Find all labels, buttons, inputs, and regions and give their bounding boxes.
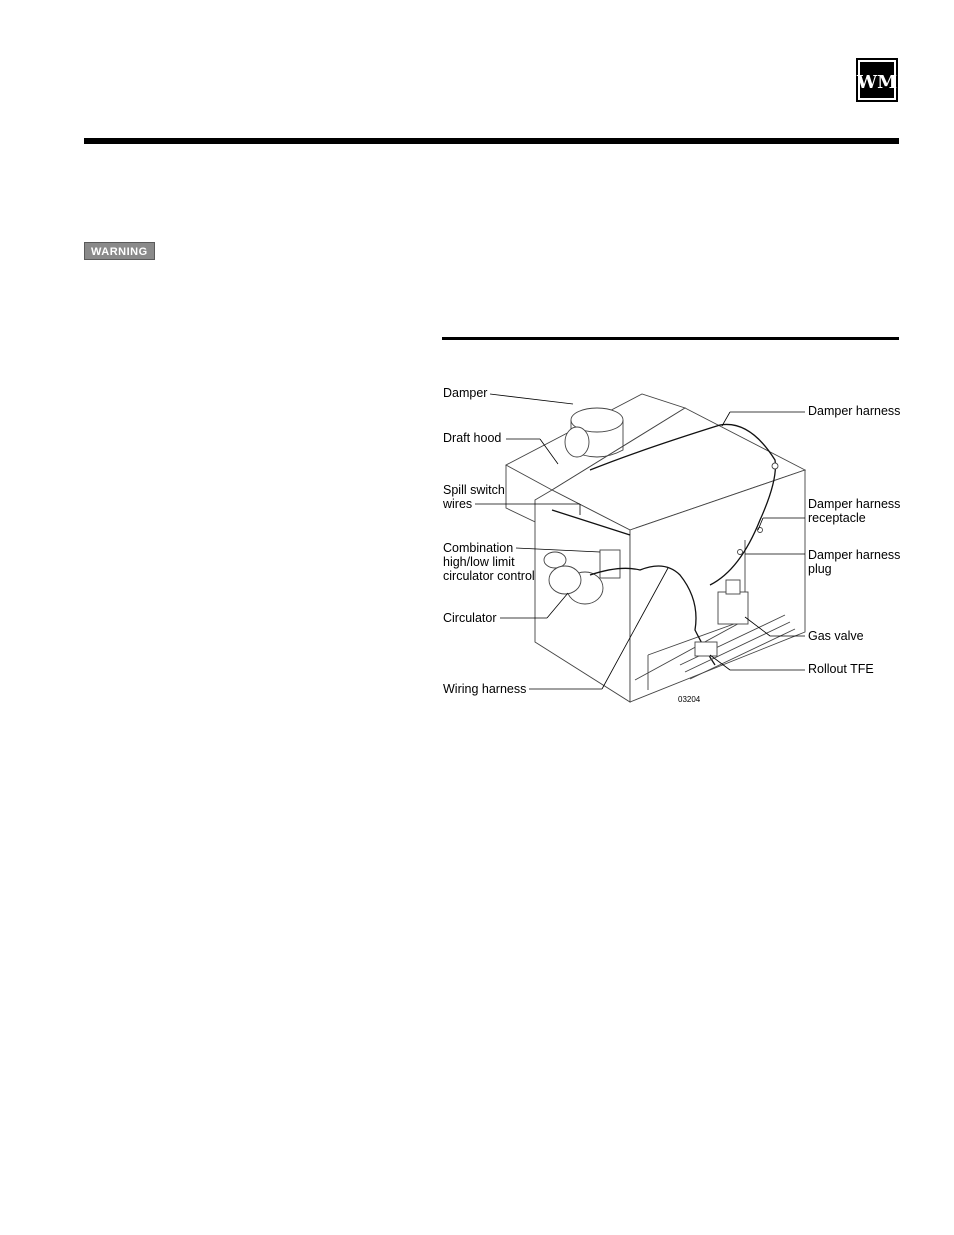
- label-receptacle-line2: receptacle: [808, 511, 866, 525]
- wm-logo-icon: [856, 58, 898, 102]
- label-spill-switch-line2: wires: [443, 497, 473, 511]
- label-draft-hood: Draft hood: [443, 431, 502, 445]
- label-circulator: Circulator: [443, 611, 497, 625]
- label-combination-line3: circulator control: [443, 569, 535, 583]
- label-combination-line2: high/low limit: [443, 555, 515, 569]
- label-rollout-tfe: Rollout TFE: [808, 662, 874, 676]
- top-rule: [84, 138, 899, 144]
- label-combination-line1: Combination: [443, 541, 514, 555]
- label-gas-valve: Gas valve: [808, 629, 864, 643]
- drawing-code: 03204: [678, 695, 701, 704]
- warning-badge: WARNING: [84, 242, 155, 260]
- figure-rule: [442, 337, 899, 340]
- label-damper: Damper: [443, 386, 488, 400]
- label-receptacle-line1: Damper harness: [808, 497, 901, 511]
- label-plug-line1: Damper harness: [808, 548, 901, 562]
- label-wiring-harness: Wiring harness: [443, 682, 527, 696]
- logo-mark: WM: [856, 72, 898, 93]
- label-plug-line2: plug: [808, 562, 832, 576]
- label-damper-harness: Damper harness: [808, 404, 901, 418]
- boiler-diagram: [440, 380, 902, 710]
- label-spill-switch-line1: Spill switch: [443, 483, 505, 497]
